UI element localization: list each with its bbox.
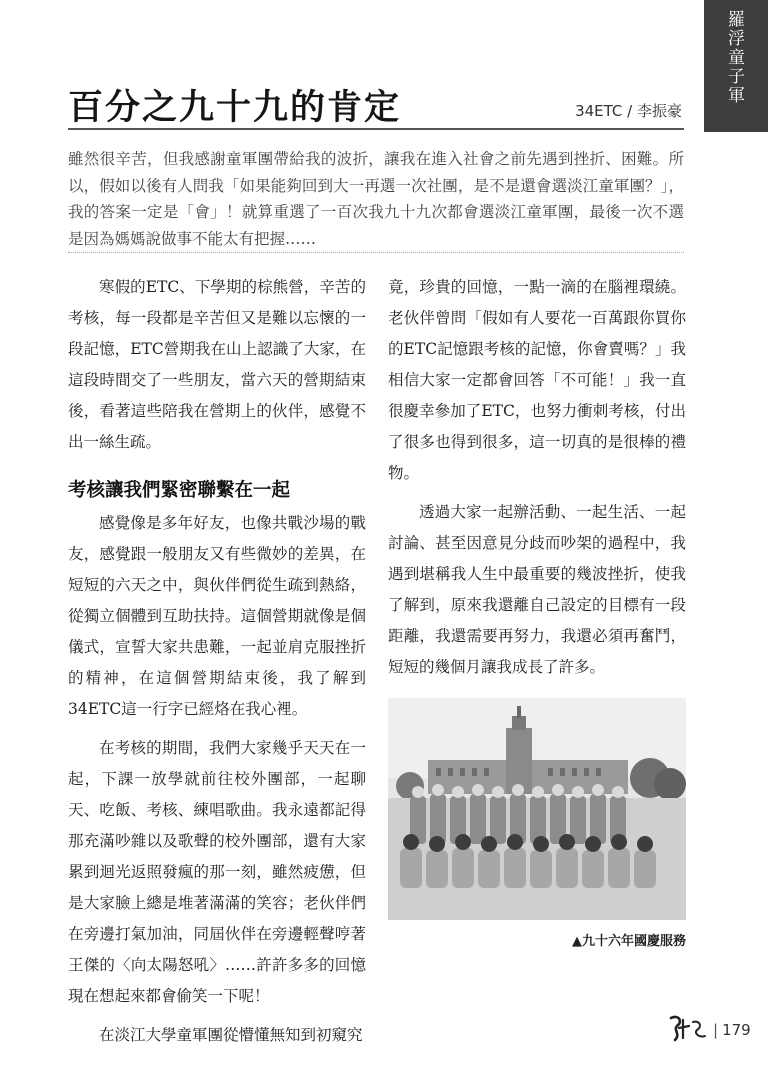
paragraph: 在考核的期間，我們大家幾乎天天在一起，下課一放學就前往校外團部，一起聊天、吃飯、考核、練唱歌曲。我永遠都記得那充滿吵雜以及歌聲的校外團部，還有大家累到迴光返照發瘋的那一刻，雖然疲憊，但是大家臉上總是堆著滿滿的笑容；老伙伴們在旁邊打氣加油，同屆伙伴在旁邊輕聲哼著王傑的〈向太陽怒吼〉……許許多多的回憶現在想起來都會偷笑一下呢！ <box>68 739 366 1005</box>
section-tab <box>704 0 768 132</box>
photo-caption: ▲九十六年國慶服務 <box>572 934 686 949</box>
article-title: 百分之九十九的肯定 <box>68 87 402 128</box>
paragraph: 寒假的ETC、下學期的棕熊營，辛苦的考核，每一段都是辛苦但又是難以忘懷的一段記憶，ETC營期我在山上認識了大家，在這段時間交了一些朋友，當六天的營期結束後，看著這些陪我在營期上的伙伴，感覺不出一絲生疏。 <box>68 278 366 451</box>
page-number: | 179 <box>713 1021 751 1039</box>
intro-divider <box>68 252 684 253</box>
group-photo-illustration <box>388 698 686 920</box>
right-column <box>388 272 686 691</box>
paragraph: 在淡江大學童軍團從懵懂無知到初窺究 <box>99 1026 363 1044</box>
paragraph: 竟，珍貴的回憶，一點一滴的在腦裡環繞。老伙伴曾問「假如有人要花一百萬跟你買你的ETC記憶跟考核的記憶，你會賣嗎？」我相信大家一定都會回答「不可能！」我一直很慶幸參加了ETC，也努力衝刺考核，付出了很多也得到很多，這一切真的是很棒的禮物。 <box>388 278 686 482</box>
section-tab-label: 羅浮童子軍 <box>724 10 744 105</box>
group-photo <box>388 698 686 920</box>
magazine-logo-icon <box>665 1012 709 1046</box>
section-heading: 考核讓我們緊密聯繫在一起 <box>68 480 291 501</box>
left-column <box>68 272 366 1059</box>
title-divider <box>68 128 684 130</box>
article-byline: 34ETC / 李振豪 <box>575 102 682 120</box>
paragraph: 透過大家一起辦活動、一起生活、一起討論、甚至因意見分歧而吵架的過程中，我遇到堪稱我人生中最重要的幾波挫折，使我了解到，原來我還離自己設定的目標有一段距離，我還需要再努力，我還必須再奮鬥，短短的幾個月讓我成長了許多。 <box>388 503 686 676</box>
paragraph: 感覺像是多年好友，也像共戰沙場的戰友，感覺跟一般朋友又有些微妙的差異，在短短的六天之中，與伙伴們從生疏到熱絡，從獨立個體到互助扶持。這個營期就像是個儀式，宣誓大家共患難，一起並肩克服挫折的精神，在這個營期結束後，我了解到34ETC這一行字已經烙在我心裡。 <box>68 514 366 718</box>
article-intro: 雖然很辛苦，但我感謝童軍團帶給我的波折，讓我在進入社會之前先遇到挫折、困難。所以，假如以後有人問我「如果能夠回到大一再選一次社團，是不是還會選淡江童軍團？」，我的答案一定是「會」！就算重選了一百次我九十九次都會選淡江童軍團，最後一次不選是因為媽媽說做事不能太有把握…… <box>68 150 684 248</box>
